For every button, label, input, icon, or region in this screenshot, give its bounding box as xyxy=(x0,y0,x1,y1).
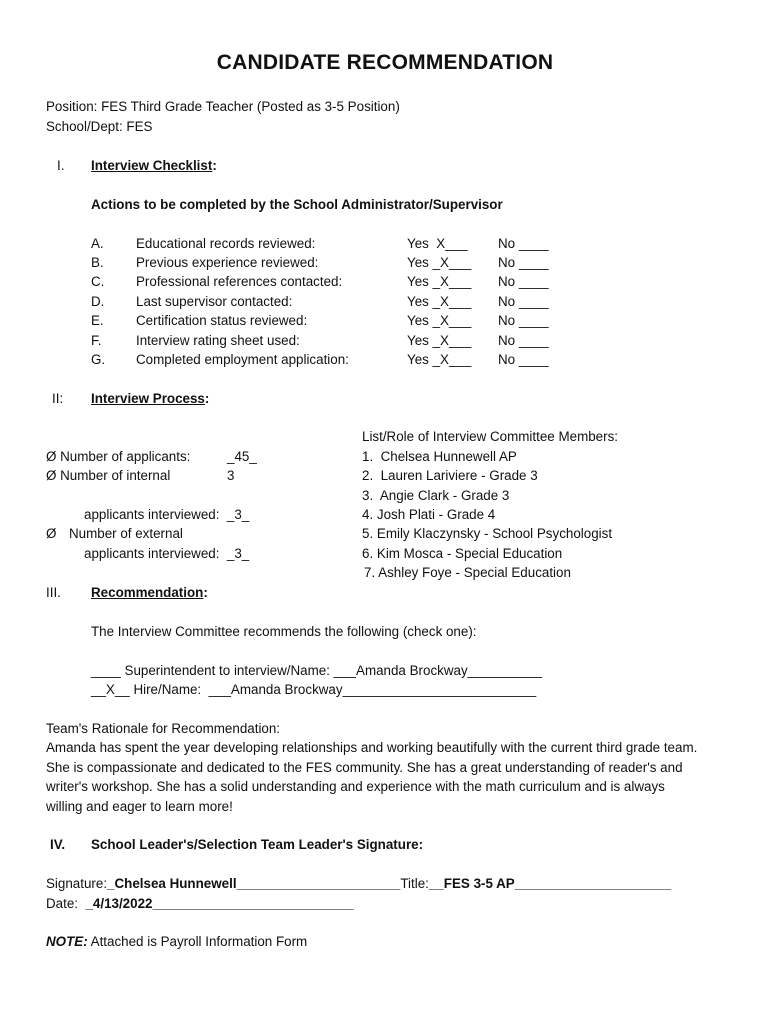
checklist-letter: F. xyxy=(91,333,102,348)
section3-numeral: III. xyxy=(46,585,61,600)
checklist-no: No ____ xyxy=(498,274,549,289)
checklist-yes: Yes _X___ xyxy=(407,294,472,309)
note-label: NOTE: xyxy=(46,934,88,949)
note-text: Attached is Payroll Information Form xyxy=(87,934,308,949)
date-label: Date: xyxy=(46,896,86,911)
checklist-label: Certification status reviewed: xyxy=(136,313,308,328)
section1-heading: Interview Checklist: xyxy=(91,158,217,173)
external-interviewed: applicants interviewed: _3_ xyxy=(84,546,250,561)
committee-member: 2. Lauren Lariviere - Grade 3 xyxy=(362,468,538,483)
checklist-label: Educational records reviewed: xyxy=(136,236,316,251)
signature-value: _Chelsea Hunnewell______________________ xyxy=(107,876,401,891)
checklist-letter: G. xyxy=(91,352,106,367)
signature-line xyxy=(46,877,671,890)
rationale-line: willing and eager to learn more! xyxy=(46,799,233,814)
school-dept-line: School/Dept: FES xyxy=(46,119,153,134)
section2-heading: Interview Process: xyxy=(91,391,210,406)
checklist-yes: Yes X___ xyxy=(407,236,468,251)
note-line xyxy=(46,935,307,948)
checklist-no: No ____ xyxy=(498,255,549,270)
checklist-yes: Yes _X___ xyxy=(407,274,472,289)
checklist-yes: Yes _X___ xyxy=(407,333,472,348)
external-label: Number of external xyxy=(69,526,183,541)
checklist-letter: A. xyxy=(91,236,104,251)
recommendation-intro: The Interview Committee recommends the following (check one): xyxy=(91,624,477,639)
committee-member: 5. Emily Klaczynsky - School Psychologist xyxy=(362,526,613,541)
committee-member: 7. Ashley Foye - Special Education xyxy=(364,565,571,580)
internal-value: 3 xyxy=(227,468,235,483)
checklist-no: No ____ xyxy=(498,294,549,309)
checklist-label: Interview rating sheet used: xyxy=(136,333,300,348)
date-line xyxy=(46,897,354,910)
section1-subheading: Actions to be completed by the School Administrator/Supervisor xyxy=(91,197,503,212)
checklist-yes: Yes _X___ xyxy=(407,313,472,328)
internal-interviewed: applicants interviewed: _3_ xyxy=(84,507,250,522)
checklist-label: Previous experience reviewed: xyxy=(136,255,319,270)
title-label: Title: xyxy=(400,876,429,891)
internal-label: Ø Number of internal xyxy=(46,468,171,483)
checklist-no: No ____ xyxy=(498,333,549,348)
option-hire: __X__ Hire/Name: ___Amanda Brockway__________________________ xyxy=(91,682,537,697)
position-line: Position: FES Third Grade Teacher (Posted as 3-5 Position) xyxy=(46,99,400,114)
checklist-yes: Yes _X___ xyxy=(407,352,472,367)
checklist-label: Professional references contacted: xyxy=(136,274,343,289)
external-bullet: Ø xyxy=(46,526,57,541)
checklist-letter: C. xyxy=(91,274,105,289)
checklist-label: Completed employment application: xyxy=(136,352,349,367)
checklist-no: No ____ xyxy=(498,313,549,328)
applicants-value: _45_ xyxy=(227,449,257,464)
date-value: _4/13/2022___________________________ xyxy=(85,896,354,911)
checklist-no: No ____ xyxy=(498,236,549,251)
rationale-line: Amanda has spent the year developing relationships and working beautifully with the current third grade team. xyxy=(46,740,698,755)
section4-numeral: IV. xyxy=(50,837,66,852)
committee-member: 1. Chelsea Hunnewell AP xyxy=(362,449,517,464)
rationale-line: She is compassionate and dedicated to the FES community. She has a great understanding of reader's and xyxy=(46,760,683,775)
committee-member: 4. Josh Plati - Grade 4 xyxy=(362,507,496,522)
applicants-label: Ø Number of applicants: xyxy=(46,449,191,464)
section4-heading: School Leader's/Selection Team Leader's Signature: xyxy=(91,837,424,852)
committee-title: List/Role of Interview Committee Members: xyxy=(362,429,618,444)
section3-heading: Recommendation: xyxy=(91,585,208,600)
checklist-no: No ____ xyxy=(498,352,549,367)
checklist-yes: Yes _X___ xyxy=(407,255,472,270)
rationale-label: Team's Rationale for Recommendation: xyxy=(46,721,281,736)
section1-numeral: I. xyxy=(57,158,65,173)
checklist-letter: B. xyxy=(91,255,104,270)
section2-numeral: II: xyxy=(52,391,64,406)
signature-label: Signature: xyxy=(46,876,108,891)
page-title: CANDIDATE RECOMMENDATION xyxy=(216,51,554,74)
rationale-line: writer's workshop. She has a solid understanding and experience with the math curriculum and is always xyxy=(46,779,665,794)
checklist-label: Last supervisor contacted: xyxy=(136,294,293,309)
option-superintendent: ____ Superintendent to interview/Name: ___Amanda Brockway__________ xyxy=(91,663,543,678)
title-value: __FES 3-5 AP_____________________ xyxy=(428,876,672,891)
checklist-letter: E. xyxy=(91,313,104,328)
checklist-letter: D. xyxy=(91,294,105,309)
committee-member: 3. Angie Clark - Grade 3 xyxy=(362,488,510,503)
committee-member: 6. Kim Mosca - Special Education xyxy=(362,546,563,561)
